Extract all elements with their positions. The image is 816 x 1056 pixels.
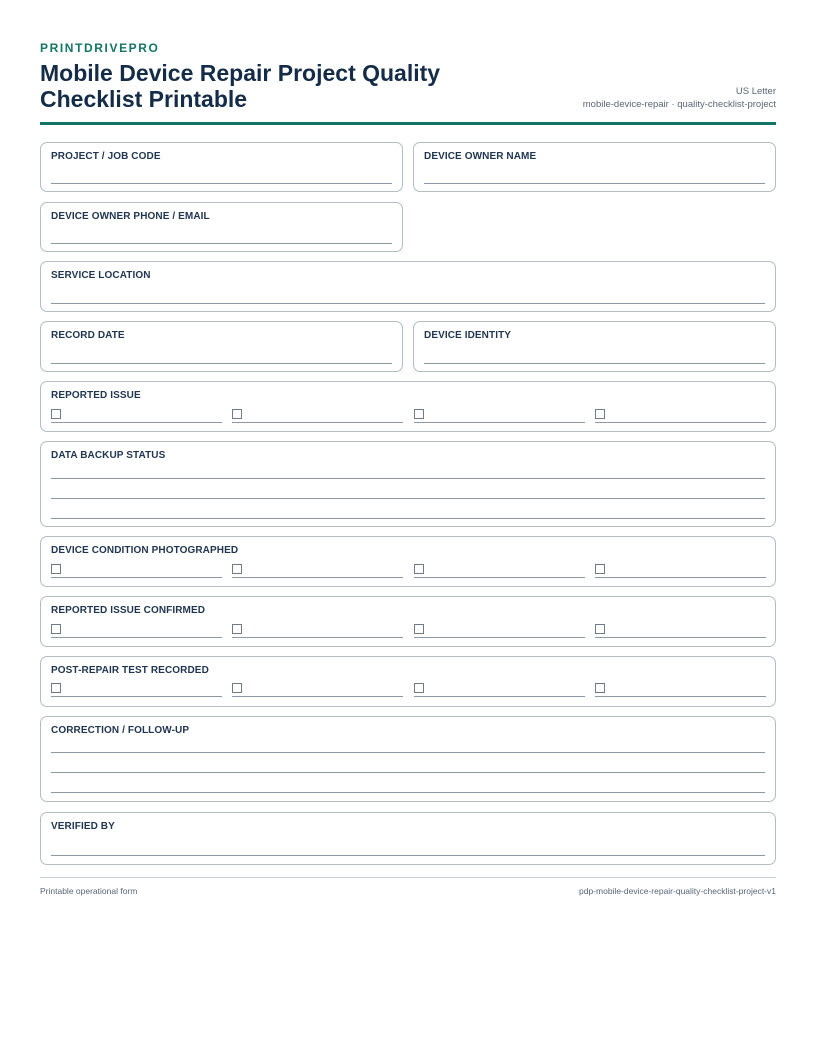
device-owner-contact-field[interactable] bbox=[40, 202, 403, 252]
reported-issue-option-4[interactable] bbox=[595, 409, 766, 423]
device-owner-contact-label: DEVICE OWNER PHONE / EMAIL bbox=[51, 211, 210, 222]
form-id: pdp-mobile-device-repair-quality-checklist-project-v1 bbox=[579, 886, 776, 896]
checkbox[interactable] bbox=[51, 564, 61, 574]
option-line bbox=[414, 422, 585, 423]
device-owner-name-line[interactable] bbox=[424, 183, 765, 184]
data-backup-status-line-3[interactable] bbox=[51, 518, 765, 519]
checkbox[interactable] bbox=[595, 409, 605, 419]
service-location-line[interactable] bbox=[51, 303, 765, 304]
record-date-label: RECORD DATE bbox=[51, 330, 125, 341]
device-owner-name-field[interactable] bbox=[413, 142, 776, 192]
reported-issue-confirmed-label: REPORTED ISSUE CONFIRMED bbox=[51, 605, 206, 616]
device-identity-field[interactable] bbox=[413, 321, 776, 372]
checkbox[interactable] bbox=[232, 409, 242, 419]
checkbox[interactable] bbox=[51, 409, 61, 419]
document-slug: mobile-device-repair · quality-checklist-project bbox=[582, 99, 776, 110]
option-line bbox=[51, 577, 222, 578]
option-line bbox=[51, 696, 222, 697]
reported-issue-label: REPORTED ISSUE bbox=[51, 390, 141, 401]
reported-issue-field bbox=[40, 381, 776, 432]
option-line bbox=[232, 577, 403, 578]
footer-note: Printable operational form bbox=[40, 886, 138, 896]
record-date-field[interactable] bbox=[40, 321, 403, 372]
device-owner-contact-line[interactable] bbox=[51, 243, 392, 244]
reported-issue-confirmed-field bbox=[40, 596, 776, 647]
option-line bbox=[414, 696, 585, 697]
header-divider bbox=[40, 122, 776, 125]
device-condition-option-1[interactable] bbox=[51, 564, 222, 578]
issue-confirmed-option-2[interactable] bbox=[232, 624, 403, 638]
verified-by-label: VERIFIED BY bbox=[51, 821, 115, 832]
checkbox[interactable] bbox=[414, 409, 424, 419]
checkbox[interactable] bbox=[595, 683, 605, 693]
record-date-line[interactable] bbox=[51, 363, 392, 364]
option-line bbox=[414, 637, 585, 638]
device-condition-option-2[interactable] bbox=[232, 564, 403, 578]
checkbox[interactable] bbox=[232, 683, 242, 693]
device-condition-photographed-field bbox=[40, 536, 776, 587]
post-repair-test-option-3[interactable] bbox=[414, 683, 585, 697]
checkbox[interactable] bbox=[414, 683, 424, 693]
device-identity-label: DEVICE IDENTITY bbox=[424, 330, 512, 341]
reported-issue-option-3[interactable] bbox=[414, 409, 585, 423]
checkbox[interactable] bbox=[51, 624, 61, 634]
paper-size: US Letter bbox=[735, 86, 776, 97]
issue-confirmed-option-4[interactable] bbox=[595, 624, 766, 638]
data-backup-status-field[interactable] bbox=[40, 441, 776, 527]
device-owner-name-label: DEVICE OWNER NAME bbox=[424, 151, 537, 162]
post-repair-test-option-4[interactable] bbox=[595, 683, 766, 697]
device-condition-option-4[interactable] bbox=[595, 564, 766, 578]
checkbox[interactable] bbox=[414, 564, 424, 574]
option-line bbox=[232, 696, 403, 697]
post-repair-test-recorded-field bbox=[40, 656, 776, 707]
device-identity-line[interactable] bbox=[424, 363, 765, 364]
data-backup-status-line-2[interactable] bbox=[51, 498, 765, 499]
checkbox[interactable] bbox=[51, 683, 61, 693]
data-backup-status-label: DATA BACKUP STATUS bbox=[51, 450, 166, 461]
verified-by-line[interactable] bbox=[51, 855, 765, 856]
post-repair-test-recorded-label: POST-REPAIR TEST RECORDED bbox=[51, 665, 209, 676]
option-line bbox=[51, 422, 222, 423]
document-meta bbox=[583, 85, 776, 111]
project-job-code-label: PROJECT / JOB CODE bbox=[51, 151, 161, 162]
issue-confirmed-option-1[interactable] bbox=[51, 624, 222, 638]
option-line bbox=[595, 696, 766, 697]
service-location-field[interactable] bbox=[40, 261, 776, 312]
reported-issue-option-2[interactable] bbox=[232, 409, 403, 423]
option-line bbox=[232, 422, 403, 423]
option-line bbox=[595, 637, 766, 638]
option-line bbox=[595, 422, 766, 423]
page-title: Mobile Device Repair Project Quality Checklist Printable bbox=[40, 60, 441, 112]
checkbox[interactable] bbox=[595, 624, 605, 634]
device-condition-option-3[interactable] bbox=[414, 564, 585, 578]
correction-follow-up-field[interactable] bbox=[40, 716, 776, 802]
correction-follow-up-line-2[interactable] bbox=[51, 772, 765, 773]
project-job-code-line[interactable] bbox=[51, 183, 392, 184]
brand-name: PRINTDRIVEPRO bbox=[40, 41, 160, 55]
checkbox[interactable] bbox=[595, 564, 605, 574]
option-line bbox=[51, 637, 222, 638]
footer-divider bbox=[40, 877, 776, 878]
option-line bbox=[414, 577, 585, 578]
correction-follow-up-label: CORRECTION / FOLLOW-UP bbox=[51, 725, 190, 736]
reported-issue-option-1[interactable] bbox=[51, 409, 222, 423]
checkbox[interactable] bbox=[232, 624, 242, 634]
checkbox[interactable] bbox=[414, 624, 424, 634]
service-location-label: SERVICE LOCATION bbox=[51, 270, 151, 281]
option-line bbox=[232, 637, 403, 638]
post-repair-test-option-1[interactable] bbox=[51, 683, 222, 697]
option-line bbox=[595, 577, 766, 578]
data-backup-status-line-1[interactable] bbox=[51, 478, 765, 479]
project-job-code-field[interactable] bbox=[40, 142, 403, 192]
issue-confirmed-option-3[interactable] bbox=[414, 624, 585, 638]
checkbox[interactable] bbox=[232, 564, 242, 574]
post-repair-test-option-2[interactable] bbox=[232, 683, 403, 697]
correction-follow-up-line-3[interactable] bbox=[51, 792, 765, 793]
device-condition-photographed-label: DEVICE CONDITION PHOTOGRAPHED bbox=[51, 545, 239, 556]
correction-follow-up-line-1[interactable] bbox=[51, 752, 765, 753]
verified-by-field[interactable] bbox=[40, 812, 776, 865]
